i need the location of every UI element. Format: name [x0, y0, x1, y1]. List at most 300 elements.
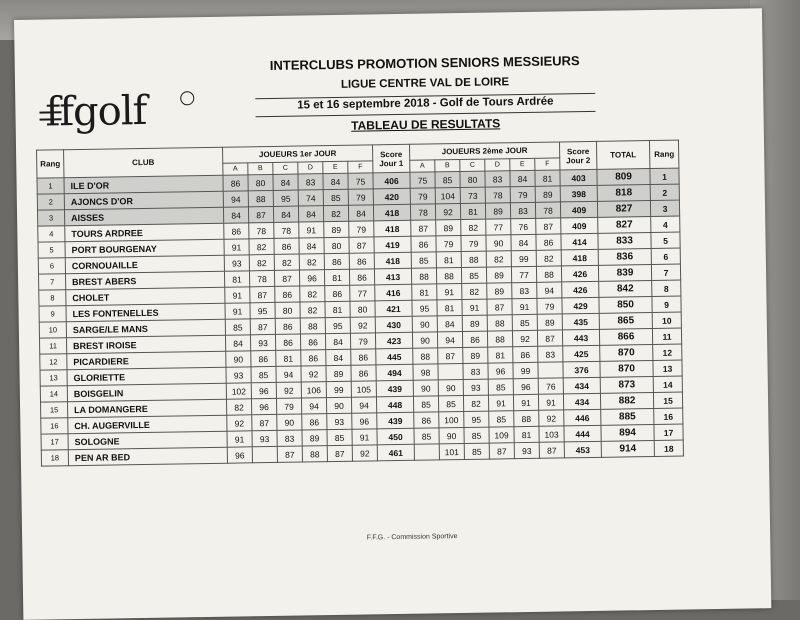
- day2-score-cell: 82: [462, 283, 487, 299]
- rank-cell: 11: [40, 338, 67, 354]
- day2-score-cell: 103: [539, 426, 564, 442]
- rank-cell: 14: [40, 386, 67, 402]
- day2-score-cell: 88: [487, 315, 512, 331]
- day1-score-cell: 92: [350, 317, 375, 333]
- rank-cell: 5: [38, 242, 65, 258]
- grand-total-cell: 839: [598, 265, 651, 282]
- day2-total-cell: 426: [562, 281, 599, 298]
- player-col-header: F: [535, 158, 560, 170]
- day1-score-cell: 86: [302, 414, 327, 430]
- rank-cell: 6: [38, 258, 65, 274]
- day2-score-cell: 96: [488, 363, 513, 379]
- final-rank-cell: 4: [651, 216, 680, 232]
- day1-score-cell: 91: [225, 303, 250, 319]
- rank-cell: 2: [37, 194, 64, 210]
- day2-score-cell: 100: [439, 411, 464, 427]
- day1-score-cell: 90: [326, 397, 351, 413]
- grand-total-cell: 850: [599, 297, 652, 314]
- rank-cell: 13: [40, 370, 67, 386]
- grand-total-cell: 914: [601, 440, 654, 457]
- club-name: BOISGELIN: [67, 383, 226, 401]
- day1-score-cell: 84: [325, 333, 350, 349]
- results-body: [37, 168, 683, 466]
- day1-score-cell: 81: [324, 269, 349, 285]
- day1-score-cell: 84: [299, 238, 324, 254]
- day1-score-cell: 84: [326, 349, 351, 365]
- grand-total-cell: 873: [600, 377, 653, 394]
- day1-score-cell: 85: [323, 189, 348, 205]
- day2-score-cell: 86: [513, 346, 538, 362]
- rule: [256, 111, 596, 117]
- day2-score-cell: 82: [463, 395, 488, 411]
- day2-total-cell: 444: [564, 425, 601, 442]
- final-rank-cell: 1: [650, 168, 679, 184]
- day2-score-cell: 79: [410, 188, 435, 204]
- club-name: ILE D'OR: [64, 175, 223, 193]
- player-col-header: D: [485, 159, 510, 171]
- day2-score-cell: 90: [413, 380, 438, 396]
- final-rank-cell: 7: [651, 264, 680, 280]
- day2-score-cell: 92: [512, 330, 537, 346]
- section-title: TABLEAU DE RESULTATS: [351, 116, 501, 133]
- logo-mark-icon: [180, 91, 194, 105]
- final-rank-cell: 13: [653, 360, 682, 376]
- day1-score-cell: 79: [349, 221, 374, 237]
- final-rank-cell: 8: [652, 280, 681, 296]
- final-rank-cell: 3: [650, 200, 679, 216]
- day2-score-cell: 81: [535, 170, 560, 186]
- day1-score-cell: 83: [298, 174, 323, 190]
- club-name: AJONCS D'OR: [64, 191, 223, 209]
- day1-score-cell: 82: [299, 254, 324, 270]
- day2-score-cell: 84: [510, 170, 535, 186]
- day2-score-cell: 86: [462, 331, 487, 347]
- grand-total-cell: 870: [600, 361, 653, 378]
- day1-score-cell: 82: [274, 254, 299, 270]
- day2-score-cell: 84: [437, 315, 462, 331]
- day2-score-cell: 99: [513, 362, 538, 378]
- rank-cell: 8: [39, 290, 66, 306]
- day1-total-cell: 420: [373, 188, 410, 205]
- day2-total-cell: 429: [562, 297, 599, 314]
- day2-score-cell: 78: [485, 187, 510, 203]
- day1-score-cell: 80: [350, 301, 375, 317]
- player-col-header: E: [323, 161, 348, 173]
- day2-score-cell: 87: [539, 442, 564, 458]
- day1-score-cell: 86: [275, 318, 300, 334]
- day2-score-cell: 109: [489, 427, 514, 443]
- day2-score-cell: 76: [538, 378, 563, 394]
- day2-score-cell: 85: [438, 395, 463, 411]
- header-day2-players: JOUEURS 2ème JOUR: [410, 142, 560, 160]
- day2-score-cell: 75: [410, 172, 435, 188]
- final-rank-cell: 6: [651, 248, 680, 264]
- day1-score-cell: 78: [274, 222, 299, 238]
- player-col-header: B: [435, 160, 460, 172]
- day1-score-cell: [252, 446, 277, 462]
- day1-total-cell: 448: [376, 396, 413, 413]
- day2-score-cell: 83: [463, 363, 488, 379]
- day2-score-cell: 85: [435, 172, 460, 188]
- day2-score-cell: 81: [488, 347, 513, 363]
- rank-cell: 18: [41, 450, 68, 466]
- day2-score-cell: 85: [512, 314, 537, 330]
- day1-total-cell: 423: [375, 332, 412, 349]
- day2-score-cell: 90: [412, 332, 437, 348]
- day2-score-cell: 101: [439, 443, 464, 459]
- header-rang: Rang: [37, 150, 64, 178]
- day1-score-cell: 87: [349, 237, 374, 253]
- club-name: TOURS ARDREE: [65, 223, 224, 241]
- grand-total-cell: 865: [599, 313, 652, 330]
- day2-score-cell: 92: [435, 204, 460, 220]
- day2-score-cell: 87: [438, 347, 463, 363]
- day1-score-cell: 96: [352, 413, 377, 429]
- day1-score-cell: 77: [350, 285, 375, 301]
- day2-score-cell: 73: [460, 187, 485, 203]
- club-name: CH. AUGERVILLE: [68, 415, 227, 433]
- day1-score-cell: 95: [250, 302, 275, 318]
- day2-score-cell: 85: [414, 428, 439, 444]
- day1-score-cell: 85: [251, 366, 276, 382]
- header-day1-players: JOUEURS 1er JOUR: [223, 145, 373, 163]
- day2-score-cell: 86: [536, 234, 561, 250]
- club-name: PICARDIERE: [67, 351, 226, 369]
- rank-cell: 12: [40, 354, 67, 370]
- player-col-header: C: [460, 159, 485, 171]
- day2-score-cell: 90: [486, 235, 511, 251]
- header-total: TOTAL: [596, 141, 649, 170]
- day2-score-cell: 82: [536, 250, 561, 266]
- day1-score-cell: 96: [227, 447, 252, 463]
- day1-score-cell: 91: [352, 429, 377, 445]
- day1-score-cell: 84: [348, 205, 373, 221]
- day2-score-cell: 79: [537, 298, 562, 314]
- day2-score-cell: 78: [535, 202, 560, 218]
- day1-total-cell: 450: [377, 428, 414, 445]
- day2-score-cell: 95: [464, 411, 489, 427]
- player-col-header: C: [273, 162, 298, 174]
- document-title: INTERCLUBS PROMOTION SENIORS MESSIEURS: [269, 53, 580, 73]
- day2-score-cell: 89: [535, 186, 560, 202]
- day2-score-cell: 91: [512, 298, 537, 314]
- final-rank-cell: 18: [654, 440, 683, 456]
- grand-total-cell: 882: [600, 393, 653, 410]
- day1-score-cell: 89: [326, 365, 351, 381]
- day1-score-cell: 86: [274, 238, 299, 254]
- day2-score-cell: 88: [436, 268, 461, 284]
- day2-score-cell: 83: [510, 202, 535, 218]
- rank-cell: 4: [38, 226, 65, 242]
- grand-total-cell: 809: [597, 169, 650, 186]
- day1-score-cell: 89: [302, 430, 327, 446]
- day1-score-cell: 74: [298, 190, 323, 206]
- day2-score-cell: 90: [412, 316, 437, 332]
- day2-score-cell: 88: [411, 268, 436, 284]
- day1-score-cell: 86: [349, 253, 374, 269]
- day1-score-cell: 87: [274, 270, 299, 286]
- day2-score-cell: 87: [489, 443, 514, 459]
- day1-total-cell: 419: [374, 236, 411, 253]
- day2-score-cell: 81: [460, 203, 485, 219]
- rank-cell: 16: [41, 418, 68, 434]
- club-name: SARGE/LE MANS: [66, 319, 225, 337]
- day2-score-cell: 86: [414, 412, 439, 428]
- day2-score-cell: 92: [539, 410, 564, 426]
- day2-score-cell: 89: [462, 315, 487, 331]
- day2-score-cell: 93: [463, 379, 488, 395]
- player-col-header: A: [223, 163, 248, 175]
- day1-score-cell: 92: [352, 445, 377, 461]
- final-rank-cell: 17: [654, 424, 683, 440]
- day2-total-cell: 425: [563, 345, 600, 362]
- day2-score-cell: 91: [437, 284, 462, 300]
- grand-total-cell: 885: [601, 409, 654, 426]
- day1-score-cell: 105: [351, 381, 376, 397]
- day1-score-cell: 94: [223, 191, 248, 207]
- day1-score-cell: 79: [276, 398, 301, 414]
- day1-score-cell: 94: [276, 366, 301, 382]
- day1-score-cell: 84: [273, 174, 298, 190]
- day1-total-cell: 494: [376, 364, 413, 381]
- day2-score-cell: 88: [461, 251, 486, 267]
- day1-score-cell: 96: [251, 382, 276, 398]
- day1-score-cell: 82: [300, 302, 325, 318]
- ffgolf-logo: ffgolf: [45, 87, 147, 136]
- day2-score-cell: 87: [537, 330, 562, 346]
- day1-score-cell: 91: [225, 287, 250, 303]
- club-name: GLORIETTE: [67, 367, 226, 385]
- day2-score-cell: 88: [514, 410, 539, 426]
- league-name: LIGUE CENTRE VAL DE LOIRE: [340, 76, 510, 91]
- day2-score-cell: 89: [463, 347, 488, 363]
- final-rank-cell: 15: [653, 392, 682, 408]
- day2-score-cell: 89: [436, 220, 461, 236]
- footer-note: F.F.G. - Commission Sportive: [366, 533, 458, 542]
- rank-cell: 7: [38, 274, 65, 290]
- day2-score-cell: 84: [511, 234, 536, 250]
- final-rank-cell: 11: [652, 328, 681, 344]
- day1-total-cell: 445: [376, 348, 413, 365]
- day1-score-cell: 102: [226, 383, 251, 399]
- day2-score-cell: 94: [537, 282, 562, 298]
- day1-score-cell: 96: [251, 398, 276, 414]
- day1-score-cell: 83: [277, 430, 302, 446]
- day2-score-cell: 79: [461, 235, 486, 251]
- day2-total-cell: 409: [560, 201, 597, 218]
- day1-score-cell: 87: [252, 414, 277, 430]
- day1-score-cell: 79: [350, 333, 375, 349]
- player-col-header: D: [298, 162, 323, 174]
- rank-cell: 17: [41, 434, 68, 450]
- club-name: LES FONTENELLES: [66, 303, 225, 321]
- grand-total-cell: 827: [597, 201, 650, 218]
- day1-score-cell: 86: [349, 269, 374, 285]
- day2-score-cell: 93: [514, 442, 539, 458]
- club-name: BREST IROISE: [66, 335, 225, 353]
- day2-score-cell: 85: [489, 411, 514, 427]
- day2-score-cell: 85: [464, 443, 489, 459]
- day1-score-cell: 82: [249, 254, 274, 270]
- day2-score-cell: 96: [513, 378, 538, 394]
- day1-total-cell: 439: [376, 380, 413, 397]
- day1-score-cell: 90: [277, 414, 302, 430]
- day1-score-cell: 96: [299, 270, 324, 286]
- day2-score-cell: 88: [413, 348, 438, 364]
- day1-score-cell: 84: [225, 335, 250, 351]
- day1-score-cell: 82: [300, 286, 325, 302]
- header-score-day2: Score Jour 2: [559, 141, 596, 170]
- rank-cell: 1: [37, 178, 64, 194]
- day1-total-cell: 439: [377, 412, 414, 429]
- day1-score-cell: 91: [227, 431, 252, 447]
- grand-total-cell: 870: [600, 345, 653, 362]
- club-name: PEN AR BED: [68, 447, 227, 465]
- day2-total-cell: 426: [561, 265, 598, 282]
- day2-score-cell: 79: [510, 186, 535, 202]
- day1-score-cell: 93: [250, 334, 275, 350]
- day2-score-cell: 90: [438, 379, 463, 395]
- day1-total-cell: 406: [373, 172, 410, 189]
- final-rank-cell: 16: [654, 408, 683, 424]
- day1-total-cell: 461: [377, 444, 414, 461]
- day1-score-cell: 86: [325, 285, 350, 301]
- day1-score-cell: 94: [351, 397, 376, 413]
- results-table: [36, 140, 684, 467]
- day1-score-cell: 93: [327, 413, 352, 429]
- day2-total-cell: 453: [564, 441, 601, 458]
- day2-total-cell: 414: [561, 233, 598, 250]
- day2-score-cell: 94: [437, 331, 462, 347]
- day1-score-cell: 86: [351, 365, 376, 381]
- day1-score-cell: 78: [249, 222, 274, 238]
- event-line: 15 et 16 septembre 2018 - Golf de Tours Ardrée: [297, 95, 554, 112]
- day2-score-cell: 83: [512, 282, 537, 298]
- day1-score-cell: 90: [226, 351, 251, 367]
- day1-score-cell: 89: [324, 221, 349, 237]
- day1-score-cell: 93: [224, 255, 249, 271]
- day1-score-cell: 91: [224, 239, 249, 255]
- day2-score-cell: 85: [464, 427, 489, 443]
- day1-score-cell: 94: [301, 398, 326, 414]
- day2-score-cell: 77: [486, 219, 511, 235]
- club-name: CORNOUAILLE: [65, 255, 224, 273]
- grand-total-cell: 833: [598, 233, 651, 250]
- day1-score-cell: 85: [225, 319, 250, 335]
- player-col-header: A: [410, 160, 435, 172]
- day1-score-cell: 92: [276, 382, 301, 398]
- rank-cell: 9: [39, 306, 66, 322]
- day2-score-cell: 95: [412, 300, 437, 316]
- day2-score-cell: [438, 363, 463, 379]
- day2-score-cell: 89: [537, 314, 562, 330]
- day1-score-cell: 88: [302, 446, 327, 462]
- grand-total-cell: 827: [598, 217, 651, 234]
- day2-score-cell: 89: [487, 283, 512, 299]
- day1-score-cell: 95: [273, 190, 298, 206]
- day2-total-cell: 409: [561, 217, 598, 234]
- day2-score-cell: [414, 444, 439, 460]
- day1-score-cell: 84: [273, 206, 298, 222]
- day1-score-cell: 82: [323, 205, 348, 221]
- day1-score-cell: 106: [301, 382, 326, 398]
- day1-score-cell: 86: [351, 349, 376, 365]
- final-rank-cell: 5: [651, 232, 680, 248]
- results-sheet: [14, 8, 771, 620]
- day1-score-cell: 80: [275, 302, 300, 318]
- day2-score-cell: 87: [487, 299, 512, 315]
- header-final-rang: Rang: [649, 140, 678, 168]
- day1-score-cell: 82: [226, 399, 251, 415]
- day2-score-cell: 86: [411, 236, 436, 252]
- player-col-header: B: [248, 162, 273, 174]
- day1-score-cell: 79: [348, 189, 373, 205]
- day1-score-cell: 95: [325, 317, 350, 333]
- day2-total-cell: 446: [564, 409, 601, 426]
- final-rank-cell: 9: [652, 296, 681, 312]
- rank-cell: 15: [41, 402, 68, 418]
- day2-total-cell: 398: [560, 185, 597, 202]
- day1-score-cell: 86: [300, 334, 325, 350]
- day1-score-cell: 91: [299, 222, 324, 238]
- club-name: SOLOGNE: [68, 431, 227, 449]
- day2-score-cell: 88: [487, 331, 512, 347]
- day2-score-cell: 83: [538, 346, 563, 362]
- club-name: LA DOMANGERE: [68, 399, 227, 417]
- day2-score-cell: [538, 362, 563, 378]
- day1-score-cell: 86: [223, 175, 248, 191]
- day1-score-cell: 92: [301, 366, 326, 382]
- day2-score-cell: 98: [413, 364, 438, 380]
- day2-score-cell: 91: [538, 394, 563, 410]
- day1-score-cell: 84: [223, 207, 248, 223]
- club-name: AISSES: [64, 207, 223, 225]
- final-rank-cell: 12: [653, 344, 682, 360]
- day1-score-cell: 86: [275, 334, 300, 350]
- day2-score-cell: 88: [536, 266, 561, 282]
- day2-total-cell: 403: [560, 169, 597, 186]
- day2-score-cell: 91: [462, 299, 487, 315]
- day1-score-cell: 88: [248, 190, 273, 206]
- day1-score-cell: 87: [277, 446, 302, 462]
- day2-score-cell: 82: [486, 251, 511, 267]
- day2-score-cell: 81: [437, 299, 462, 315]
- day2-total-cell: 376: [563, 361, 600, 378]
- rank-cell: 10: [39, 322, 66, 338]
- final-rank-cell: 2: [650, 184, 679, 200]
- final-rank-cell: 10: [652, 312, 681, 328]
- player-col-header: E: [510, 158, 535, 170]
- day1-score-cell: 86: [275, 286, 300, 302]
- day2-total-cell: 434: [563, 393, 600, 410]
- day1-score-cell: 85: [327, 429, 352, 445]
- day1-total-cell: 418: [374, 220, 411, 237]
- day1-score-cell: 93: [226, 367, 251, 383]
- day1-score-cell: 86: [224, 223, 249, 239]
- day1-total-cell: 418: [373, 204, 410, 221]
- day2-score-cell: 89: [486, 267, 511, 283]
- day2-score-cell: 89: [485, 203, 510, 219]
- day1-score-cell: 99: [326, 381, 351, 397]
- day1-total-cell: 418: [374, 252, 411, 269]
- day2-score-cell: 81: [436, 252, 461, 268]
- day1-score-cell: 80: [248, 174, 273, 190]
- day2-score-cell: 91: [488, 395, 513, 411]
- day2-score-cell: 78: [410, 204, 435, 220]
- day2-score-cell: 85: [411, 252, 436, 268]
- day2-score-cell: 80: [460, 171, 485, 187]
- day1-score-cell: 86: [301, 350, 326, 366]
